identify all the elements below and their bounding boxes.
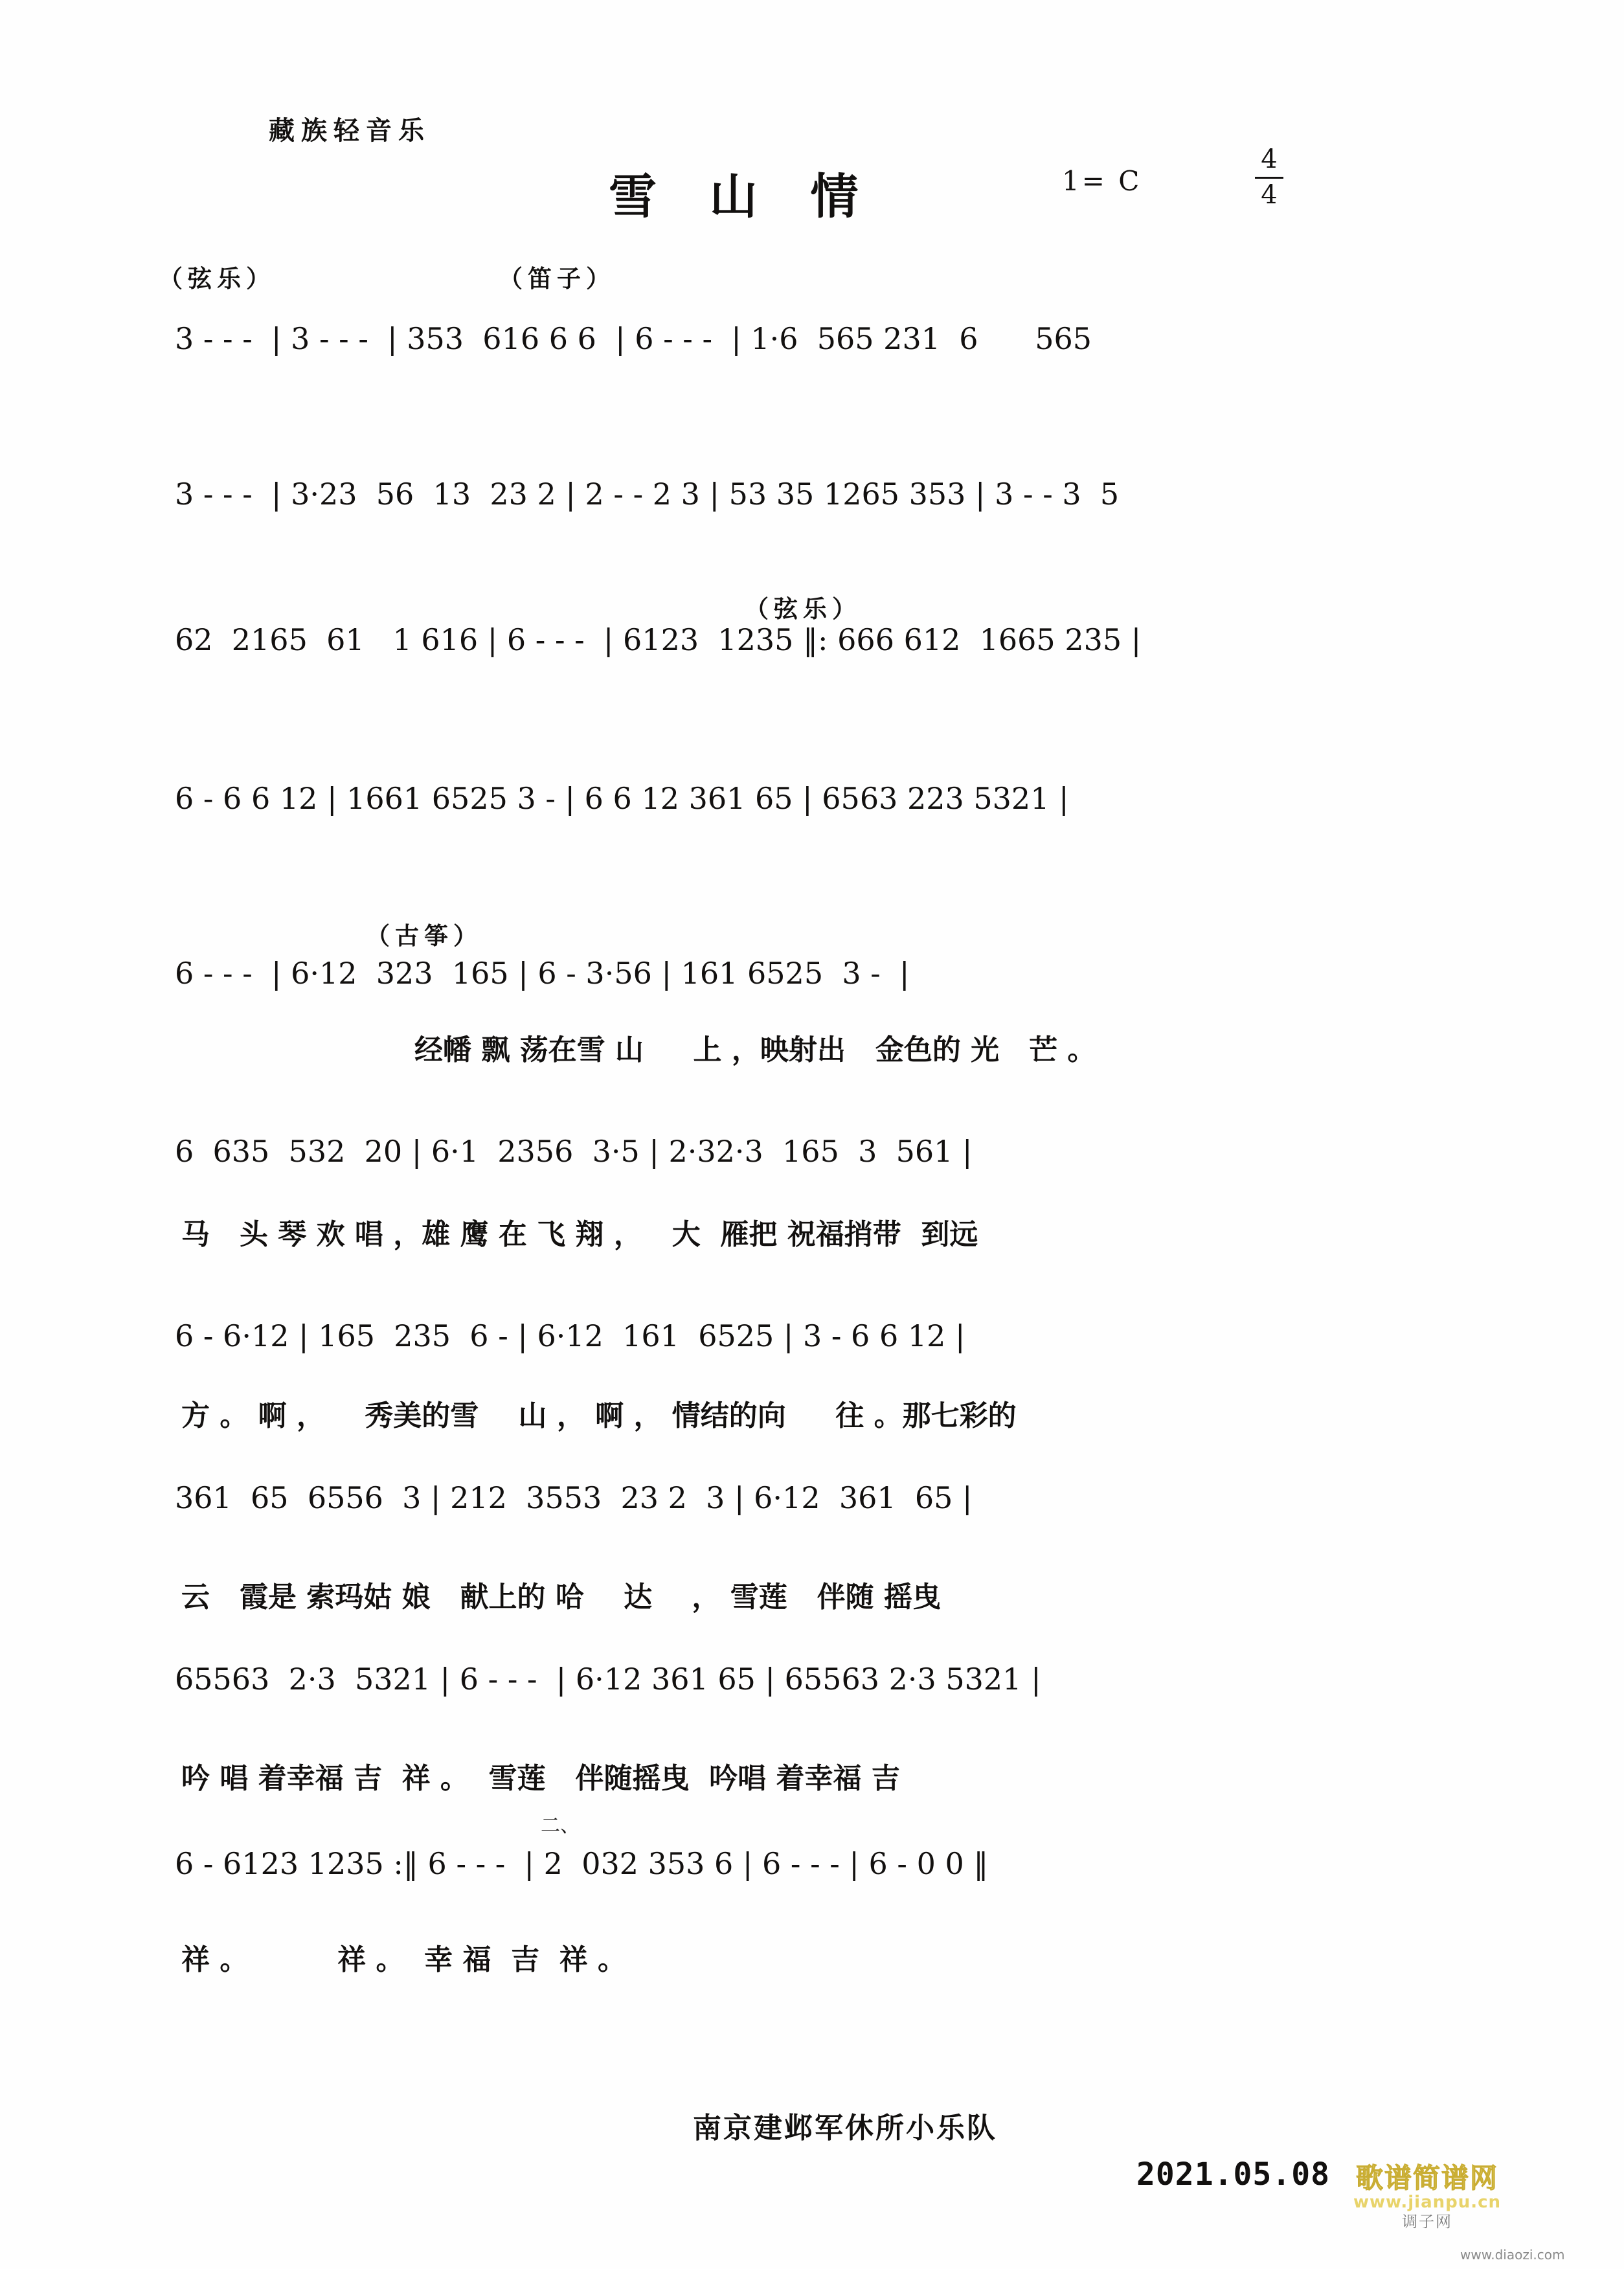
meter-top: 4 xyxy=(1261,144,1278,174)
lyric-line: 经幡 飘 荡在雪 山 上 ，映射出 金色的 光 芒 。 xyxy=(414,1033,1096,1067)
date-label: 2021.05.08 xyxy=(1136,2156,1330,2193)
page-title: 雪 山 情 xyxy=(609,169,877,225)
score-line: 62 2165 61 1 616 | 6 - - - | 6123 1235 ‖: 666 612 1665 235 | xyxy=(175,622,1142,657)
score-line: 6 - 6 6 12 | 1661 6525 3 - | 6 6 12 361 65 | 6563 223 5321 | xyxy=(175,781,1069,816)
instrument-marker-strings-1: （弦乐） xyxy=(159,265,275,293)
instrument-marker-strings-2: （弦乐） xyxy=(745,595,861,623)
score-line: 6 635 532 20 | 6·1 2356 3·5 | 2·32·3 165 3 561 | xyxy=(175,1134,973,1169)
score-line: 6 - 6·12 | 165 235 6 - | 6·12 161 6525 | 3 - 6 6 12 | xyxy=(175,1318,965,1353)
score-line: 6 - - - | 6·12 323 165 | 6 - 3·56 | 161 6525 3 - | xyxy=(175,956,910,991)
score-line: 3 - - - | 3·23 56 13 23 2 | 2 - - 2 3 | 53 35 1265 353 | 3 - - 3 5 xyxy=(175,477,1120,512)
instrument-marker-flute: （笛子） xyxy=(499,265,615,293)
watermark-main: 歌谱简谱网 xyxy=(1356,2162,1499,2194)
score-line: 65563 2·3 5321 | 6 - - - | 6·12 361 65 | 65563 2·3 5321 | xyxy=(175,1662,1041,1697)
score-line: 361 65 6556 3 | 212 3553 23 2 3 | 6·12 361 65 | xyxy=(175,1480,973,1515)
lyric-line: 祥 。 祥 。 幸 福 吉 祥 。 xyxy=(181,1943,627,1976)
lyric-line: 云 霞是 索玛姑 娘 献上的 哈 达 ， 雪莲 伴随 摇曳 xyxy=(181,1581,942,1614)
genre-label: 藏族轻音乐 xyxy=(269,116,431,146)
site-url: www.diaozi.com xyxy=(1460,2247,1565,2263)
score-line: 6 - 6123 1235 :‖ 6 - - - | 2 032 353 6 | 6 - - - | 6 - 0 0 ‖ xyxy=(175,1846,989,1881)
time-signature xyxy=(1250,146,1289,209)
lyric-line: 马 头 琴 欢 唱 ，雄 鹰 在 飞 翔 ， 大 雁把 祝福捎带 到远 xyxy=(181,1218,978,1251)
repeat-ending-2-label: 二、 xyxy=(541,1814,580,1837)
watermark-tag: 调子网 xyxy=(1402,2213,1453,2231)
key-signature: 1= C xyxy=(1062,165,1142,197)
meter-bottom: 4 xyxy=(1261,180,1278,210)
score-line: 3 - - - | 3 - - - | 353 616 6 6 | 6 - - - | 1·6 565 231 6 565 xyxy=(175,321,1092,356)
meter-divider xyxy=(1255,177,1283,179)
lyric-line: 吟 唱 着幸福 吉 祥 。 雪莲 伴随摇曳 吟唱 着幸福 吉 xyxy=(181,1762,900,1795)
instrument-marker-guzheng: （古筝） xyxy=(366,922,482,950)
lyric-line: 方 。 啊 ， 秀美的雪 山 ， 啊 ， 情结的向 往 。那七彩的 xyxy=(181,1399,1017,1432)
watermark-sub: www.jianpu.cn xyxy=(1353,2193,1502,2213)
ensemble-credit: 南京建邺军休所小乐队 xyxy=(693,2112,997,2145)
watermark xyxy=(1353,2163,1501,2231)
